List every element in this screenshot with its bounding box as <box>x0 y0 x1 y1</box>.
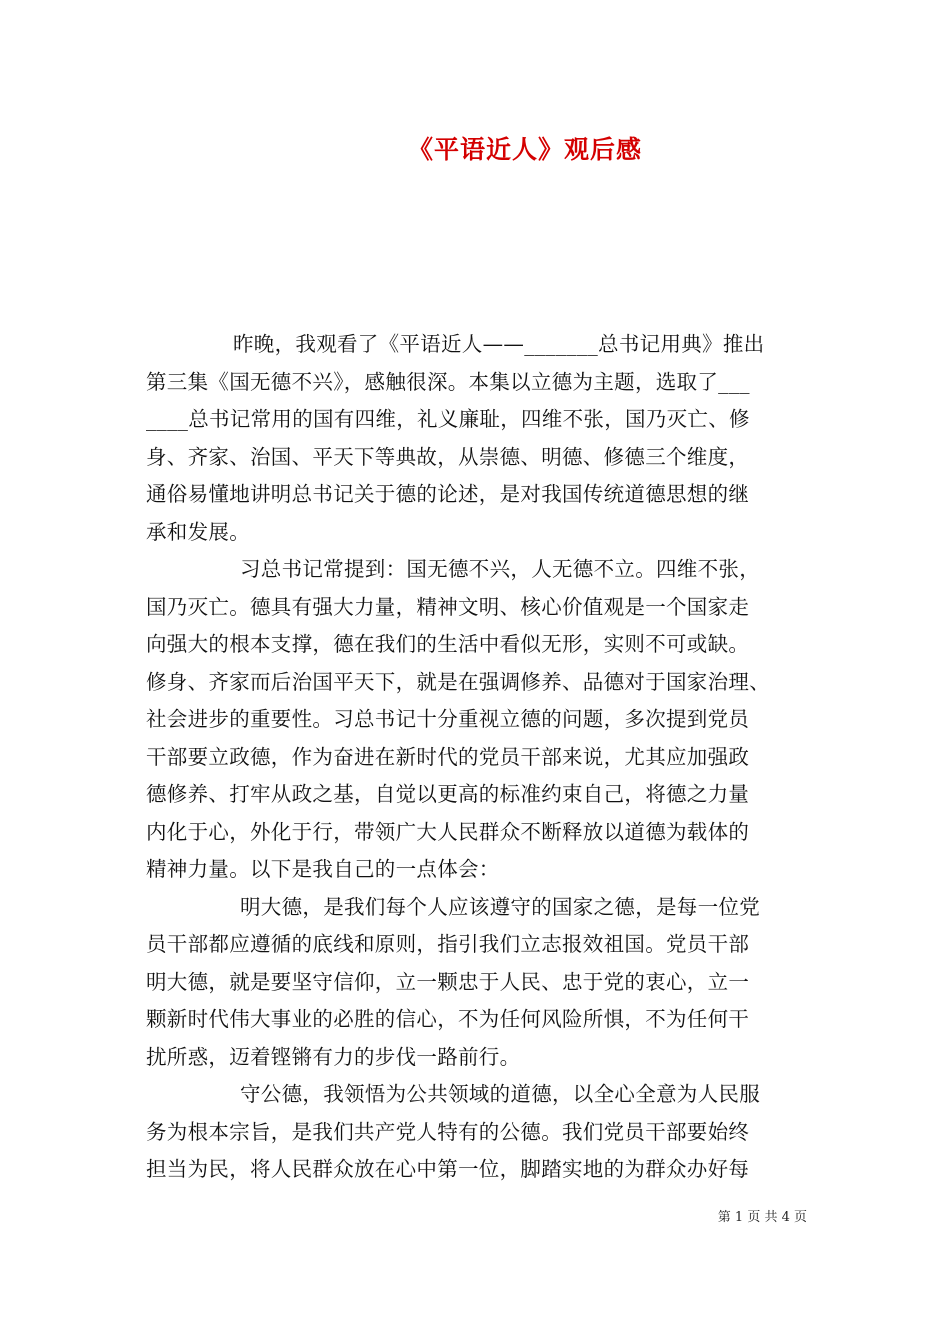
body-line: 内化于心，外化于行，带领广大人民群众不断释放以道德为载体的 <box>146 819 750 844</box>
body-line: 身、齐家、治国、平天下等典故，从崇德、明德、修德三个维度， <box>146 444 750 469</box>
body-line: 德修养、打牢从政之基，自觉以更高的标准约束自己，将德之力量 <box>146 782 750 806</box>
document-body <box>146 326 826 1189</box>
body-line: 承和发展。 <box>146 519 250 544</box>
document-title: 《平语近人》观后感 <box>407 135 642 164</box>
body-line: 习总书记常提到：国无德不兴，人无德不立。四维不张， <box>240 557 760 581</box>
body-line: 国乃灭亡。德具有强大力量，精神文明、核心价值观是一个国家走 <box>146 594 750 619</box>
body-line: 扰所惑，迈着铿锵有力的步伐一路前行。 <box>146 1044 521 1069</box>
body-line: 向强大的根本支撑，德在我们的生活中看似无形，实则不可或缺。 <box>146 632 750 656</box>
body-line: 明大德，就是要坚守信仰，立一颗忠于人民、忠于党的衷心，立一 <box>146 969 750 994</box>
body-line: 通俗易懂地讲明总书记关于德的论述，是对我国传统道德思想的继 <box>146 482 750 506</box>
body-line: 修身、齐家而后治国平天下，就是在强调修养、品德对于国家治理、 <box>146 669 770 694</box>
body-line: 务为根本宗旨，是我们共产党人特有的公德。我们党员干部要始终 <box>146 1119 750 1144</box>
body-line: 第三集《国无德不兴》，感触很深。本集以立德为主题，选取了___ <box>146 369 750 394</box>
body-line: 昨晚，我观看了《平语近人——_______总书记用典》推出 <box>233 332 765 356</box>
body-line: 员干部都应遵循的底线和原则，指引我们立志报效祖国。党员干部 <box>146 932 750 956</box>
body-line: 颗新时代伟大事业的必胜的信心，不为任何风险所惧，不为任何干 <box>146 1007 750 1031</box>
body-line: 明大德，是我们每个人应该遵守的国家之德，是每一位党 <box>240 894 760 919</box>
body-line: 精神力量。以下是我自己的一点体会： <box>146 857 500 881</box>
body-line: ____总书记常用的国有四维，礼义廉耻，四维不张，国乃灭亡、修 <box>146 407 750 431</box>
body-line: 守公德，我领悟为公共领域的道德，以全心全意为人民服 <box>240 1082 760 1106</box>
page-number: 第 1 页 共 4 页 <box>717 1210 807 1225</box>
body-line: 干部要立政德，作为奋进在新时代的党员干部来说，尤其应加强政 <box>146 744 750 769</box>
body-line: 社会进步的重要性。习总书记十分重视立德的问题，多次提到党员 <box>146 707 750 731</box>
body-line: 担当为民，将人民群众放在心中第一位，脚踏实地的为群众办好每 <box>146 1157 750 1181</box>
